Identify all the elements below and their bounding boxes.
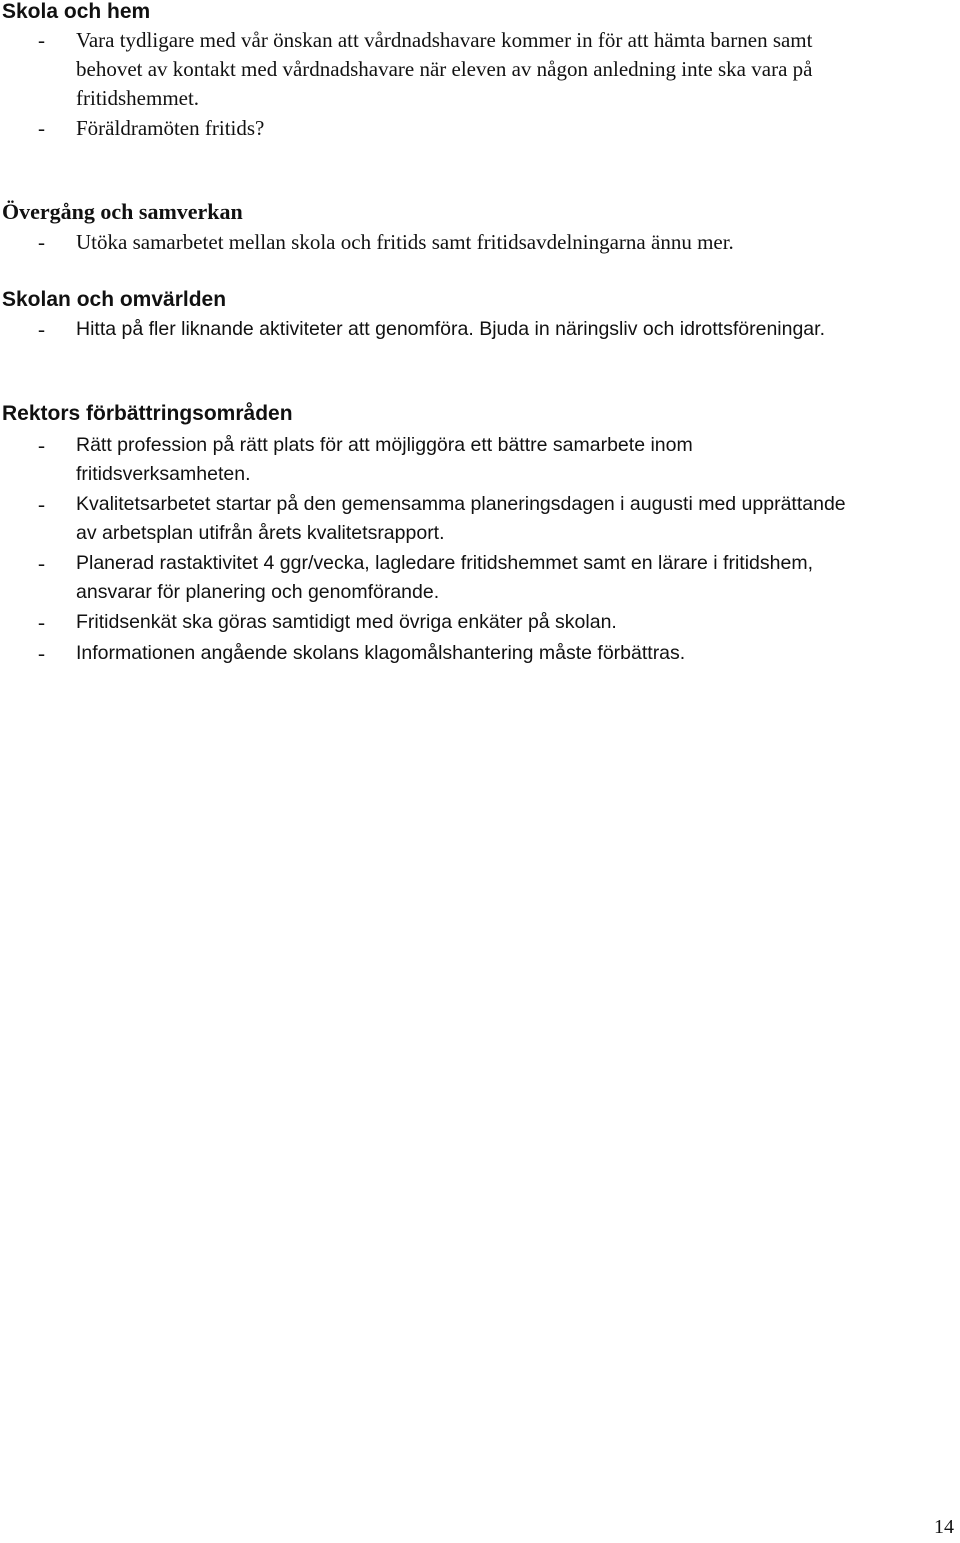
list-item-text: Rätt profession på rätt plats för att möjliggöra ett bättre samarbete inom fritidsverksamheten. — [76, 434, 693, 485]
bullet-dash: - — [38, 641, 45, 665]
bullet-dash: - — [38, 433, 45, 457]
list-item-text: Planerad rastaktivitet 4 ggr/vecka, lagledare fritidshemmet samt en lärare i fritidshem, ansvarar för planering och genomförande. — [76, 552, 813, 603]
section-heading-skola-och-hem: Skola och hem — [2, 0, 151, 23]
section-heading-rektors-forbattringsomraden: Rektors förbättringsområden — [2, 402, 293, 425]
bullet-dash: - — [38, 551, 45, 575]
list-item-text: Vara tydligare med vår önskan att vårdnadshavare kommer in för att hämta barnen samt behovet av kontakt med vårdnadshavare när eleven av någon anledning inte ska vara på fritidshemmet. — [76, 28, 813, 110]
section-heading-skolan-och-omvarlden: Skolan och omvärlden — [2, 288, 227, 311]
list-item-text: Utöka samarbetet mellan skola och fritids samt fritidsavdelningarna ännu mer. — [76, 230, 734, 254]
list-item-text: Kvalitetsarbetet startar på den gemensamma planeringsdagen i augusti med upprättande av arbetsplan utifrån årets kvalitetsrapport. — [76, 493, 846, 544]
list-item-text: Föräldramöten fritids? — [76, 116, 265, 140]
bullet-dash: - — [38, 28, 45, 52]
page-number: 14 — [934, 1516, 954, 1538]
list-item-text: Informationen angående skolans klagomålshantering måste förbättras. — [76, 642, 686, 664]
bullet-dash: - — [38, 492, 45, 516]
bullet-dash: - — [38, 317, 45, 341]
list-item-text: Fritidsenkät ska göras samtidigt med övriga enkäter på skolan. — [76, 611, 617, 633]
list-item-text: Hitta på fler liknande aktiviteter att genomföra. Bjuda in näringsliv och idrottsföreningar. — [76, 318, 825, 340]
section-heading-overgang-och-samverkan: Övergång och samverkan — [2, 199, 243, 224]
bullet-dash: - — [38, 610, 45, 634]
bullet-dash: - — [38, 230, 45, 254]
bullet-dash: - — [38, 116, 45, 140]
